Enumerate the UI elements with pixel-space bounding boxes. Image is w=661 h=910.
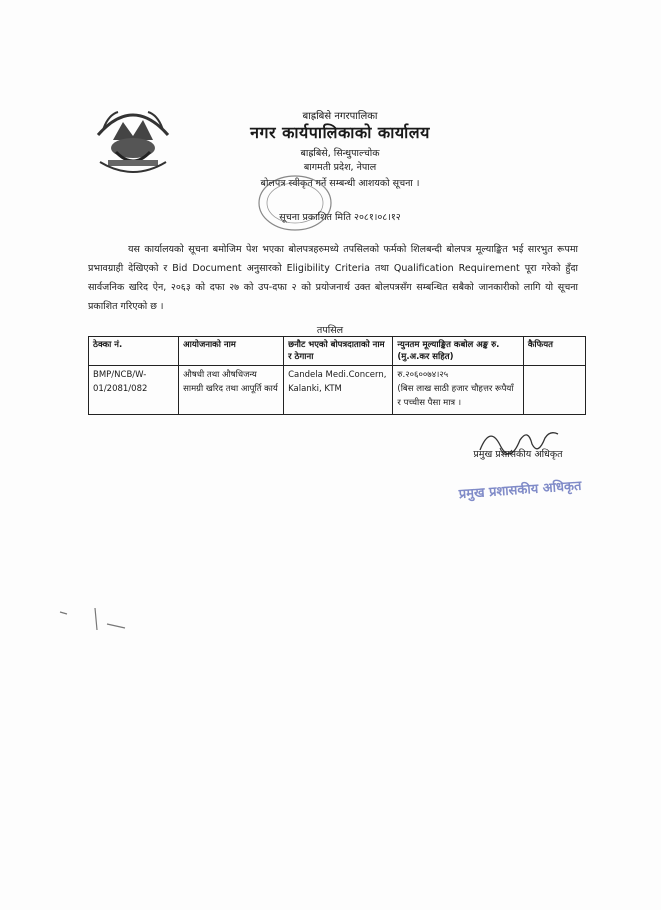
bid-table — [88, 336, 586, 415]
header-project: आयोजनाको नाम — [179, 337, 284, 366]
notice-subject: बोलपत्र स्वीकृत गर्ने सम्बन्धी आशयको सूचना । — [260, 178, 420, 189]
header-remarks: कैफियत — [523, 337, 585, 366]
table-caption: तपसिल — [316, 325, 344, 336]
scan-marks — [55, 600, 135, 640]
published-date: सूचना प्रकाशित मिति २०८१।०८।१२ — [279, 212, 401, 223]
address-line: बाह्रबिसे, सिन्धुपाल्चोक — [300, 148, 380, 159]
cell-amount — [393, 366, 524, 415]
header-contract-no: ठेक्का नं. — [89, 337, 179, 366]
office-name: नगर कार्यपालिकाको कार्यालय — [250, 123, 430, 142]
municipality-name: बाह्रबिसे नगरपालिका — [302, 111, 378, 122]
amount-words: (बिस लाख साठी हजार चौहत्तर रूपैयाँ र पच्चीस पैसा मात्र । — [397, 384, 514, 408]
table-header-row — [89, 337, 586, 366]
header-bidder: छनौट भएको बोपत्रदाताको नाम र ठेगाना — [284, 337, 393, 366]
cell-remarks — [523, 366, 585, 415]
cell-bidder: Candela Medi.Concern, Kalanki, KTM — [284, 366, 393, 415]
nepal-emblem-icon — [88, 90, 178, 180]
header-amount: न्युनतम मूल्याङ्कित कबोल अङ्क रु.(मु.अ.कर सहित) — [393, 337, 524, 366]
cell-project: औषधी तथा औषधिजन्य सामग्री खरिद तथा आपूर्ति कार्य — [179, 366, 284, 415]
notice-body: यस कार्यालयको सूचना बमोजिम पेश भएका बोलपत्रहरुमध्ये तपसिलको फर्मको शिलबन्दी बोलपत्र मूल्याङ्कित भई सारभुत रूपमा प्रभावग्राही देखिएको र Bid Document अनुसारको Eligibility Criteria तथा Qualification Requirement पूरा गरेको हुँदा सार्वजनिक खरिद ऐन, २०६३ को दफा २७ को उप-दफा २ को प्रयोजनार्थ उक्त बोलपत्रसँग सम्बन्धित सबैको जानकारीको लागि यो सूचना प्रकाशित गरिएको छ । — [88, 244, 578, 312]
amount-figure: रु.२०६००७४।२५ — [397, 370, 449, 380]
signatory-title: प्रमुख प्रशासकीय अधिकृत — [473, 449, 563, 460]
cell-contract-no: BMP/NCB/W-01/2081/082 — [89, 366, 179, 415]
table-row — [89, 366, 586, 415]
title-stamp: प्रमुख प्रशासकीय अधिकृत — [458, 478, 582, 503]
province-line: बागमती प्रदेश, नेपाल — [303, 162, 377, 173]
round-seal-icon — [255, 172, 335, 234]
